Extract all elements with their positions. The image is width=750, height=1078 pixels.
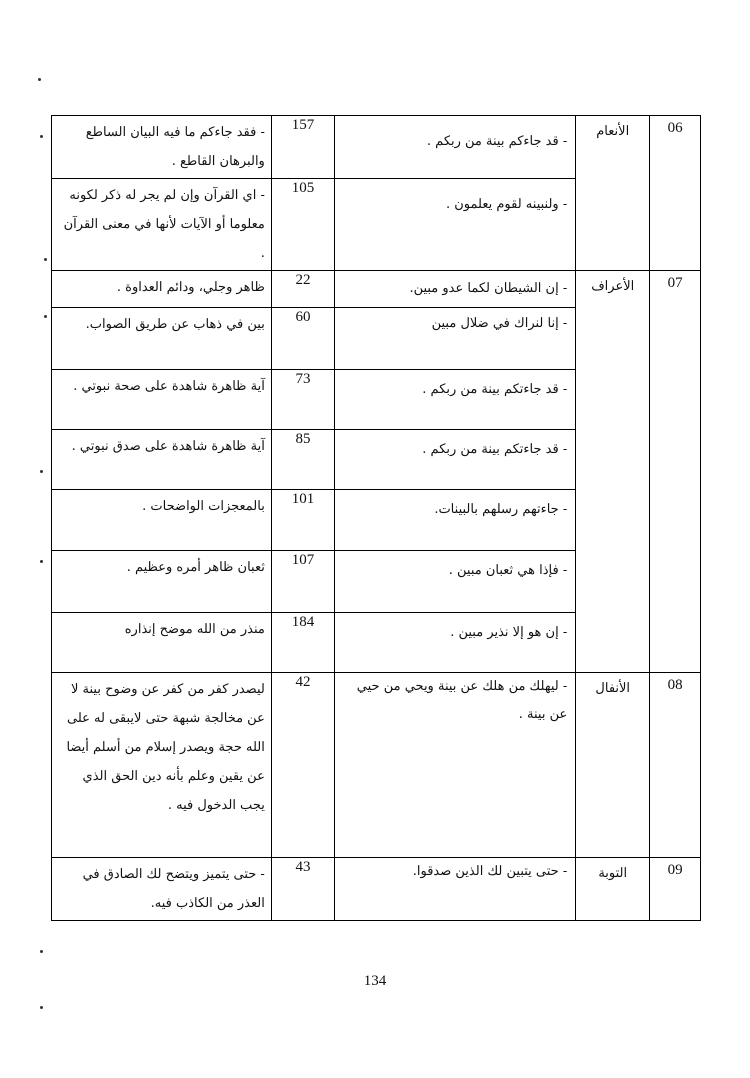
explanation-cell: منذر من الله موضح إنذاره [52, 613, 272, 673]
verse-cell: - فإذا هي ثعبان مبين . [335, 551, 576, 613]
surah-cell: الأنعام [576, 116, 650, 271]
verse-cell: - إن هو إلا نذير مبين . [335, 613, 576, 673]
verse-cell: - إنا لنراك في ضلال مبين [335, 308, 576, 370]
explanation-cell: - حتى يتميز ويتضح لك الصادق في العذر من الكاذب فيه. [52, 858, 272, 921]
explanation-cell: ظاهر وجلي، ودائم العداوة . [52, 271, 272, 308]
scan-mark [38, 78, 41, 81]
explanation-cell: ليصدر كفر من كفر عن وضوح بينة لا عن مخالجة شبهة حتى لايبقى له على الله حجة ويصدر إسلام من أسلم أيضا عن يقين وعلم بأنه دين الحق الذي يجب الدخول فيه . [52, 673, 272, 858]
scan-mark [40, 560, 43, 563]
explanation-cell: آية ظاهرة شاهدة على صحة نبوتي . [52, 370, 272, 430]
verse-cell: - جاءتهم رسلهم بالبينات. [335, 490, 576, 551]
verse-number-cell: 157 [271, 116, 334, 179]
page-number: 134 [363, 973, 387, 989]
verse-number-cell: 42 [271, 673, 334, 858]
explanation-cell: - اي القرآن وإن لم يجر له ذكر لكونه معلوما أو الآيات لأنها في معنى القرآن . [52, 179, 272, 271]
table-row [52, 116, 701, 179]
verse-cell: - قد جاءكم بينة من ربكم . [335, 116, 576, 179]
verse-number-cell: 101 [271, 490, 334, 551]
explanation-cell: ثعبان ظاهر أمره وعظيم . [52, 551, 272, 613]
verse-number-cell: 73 [271, 370, 334, 430]
explanation-cell: آية ظاهرة شاهدة على صدق نبوتي . [52, 430, 272, 490]
verses-table [51, 115, 701, 921]
verse-number-cell: 22 [271, 271, 334, 308]
surah-cell: الأنفال [576, 673, 650, 858]
number-cell: 07 [650, 271, 701, 673]
table-row [52, 271, 701, 308]
verse-number-cell: 107 [271, 551, 334, 613]
verse-number-cell: 105 [271, 179, 334, 271]
table-row [52, 673, 701, 858]
explanation-cell: بالمعجزات الواضحات . [52, 490, 272, 551]
surah-cell: الأعراف [576, 271, 650, 673]
explanation-cell: - فقد جاءكم ما فيه البيان الساطع والبرهان القاطع . [52, 116, 272, 179]
explanation-cell: بين في ذهاب عن طريق الصواب. [52, 308, 272, 370]
scan-mark [40, 135, 43, 138]
table-row [52, 858, 701, 921]
verse-cell: - ليهلك من هلك عن بينة ويحي من حيي عن بينة . [335, 673, 576, 858]
verse-cell: - إن الشيطان لكما عدو مبين. [335, 271, 576, 308]
surah-cell: التوبة [576, 858, 650, 921]
verse-cell: - قد جاءتكم بينة من ربكم . [335, 370, 576, 430]
verse-cell: - قد جاءتكم بينة من ربكم . [335, 430, 576, 490]
verse-cell: - حتى يتبين لك الذين صدقوا. [335, 858, 576, 921]
scan-mark [44, 258, 47, 261]
verse-number-cell: 85 [271, 430, 334, 490]
verse-number-cell: 184 [271, 613, 334, 673]
scan-mark [40, 470, 43, 473]
number-cell: 09 [650, 858, 701, 921]
scan-mark [44, 315, 47, 318]
scan-mark [40, 1006, 43, 1009]
number-cell: 06 [650, 116, 701, 271]
scan-mark [40, 950, 43, 953]
number-cell: 08 [650, 673, 701, 858]
verse-number-cell: 43 [271, 858, 334, 921]
verse-cell: - ولنبينه لقوم يعلمون . [335, 179, 576, 271]
verse-number-cell: 60 [271, 308, 334, 370]
